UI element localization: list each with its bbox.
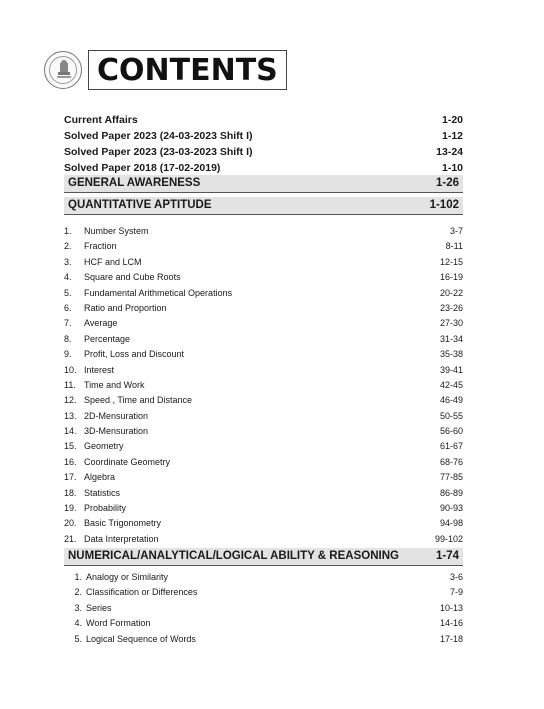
section-reasoning [64,548,463,647]
chapter-number: 10. [64,364,77,375]
chapter-title: Basic Trigonometry [84,518,162,529]
chapter-title: Classification or Differences [86,587,198,598]
chapter-row[interactable] [64,224,463,239]
section-title: NUMERICAL/ANALYTICAL/LOGICAL ABILITY & REASONING [68,550,399,562]
chapter-row[interactable] [64,486,463,501]
chapter-row[interactable] [64,239,463,254]
divider [64,192,463,193]
chapter-title: Data Interpretation [84,533,159,544]
chapter-pages: 17-18 [439,633,463,644]
chapter-number: 18. [64,487,77,498]
chapter-row[interactable] [64,455,463,470]
section-pages: 1-102 [429,199,459,211]
chapter-pages: 8-11 [445,241,463,252]
chapter-pages: 56-60 [439,426,463,437]
chapter-pages: 46-49 [439,395,463,406]
entry-pages: 1-12 [441,130,463,142]
chapter-row[interactable] [64,532,463,547]
chapter-row[interactable] [64,439,463,454]
chapter-title: 3D-Mensuration [84,426,149,437]
chapter-title: Average [84,318,118,329]
chapter-pages: 39-41 [439,364,463,375]
section-pages: 1-74 [435,550,459,562]
chapter-pages: 94-98 [439,518,463,529]
chapter-pages: 7-9 [449,587,463,598]
main-entry[interactable] [64,144,463,160]
chapter-row[interactable] [64,255,463,270]
section-quantitative-aptitude [64,197,463,547]
chapter-row[interactable] [64,393,463,408]
chapter-row[interactable] [64,585,463,600]
chapter-pages: 61-67 [439,441,463,452]
chapter-number: 15. [64,441,77,452]
chapter-row[interactable] [64,570,463,585]
chapter-row[interactable] [64,316,463,331]
chapter-title: Percentage [84,333,131,344]
chapter-title: Interest [84,364,115,375]
chapter-number: 7. [64,318,72,329]
chapter-number: 9. [64,349,72,360]
entry-title: Solved Paper 2018 (17-02-2019) [64,162,221,174]
chapter-number: 16. [64,456,77,467]
chapter-number: 13. [64,410,77,421]
chapter-title: Time and Work [84,379,145,390]
chapter-row[interactable] [64,409,463,424]
chapter-pages: 3-6 [449,572,463,582]
chapter-number: 1. [74,572,82,582]
chapter-pages: 12-15 [439,256,463,267]
chapter-number: 17. [64,472,77,483]
chapter-title: Probability [84,503,127,514]
chapter-title: Word Formation [86,618,151,629]
chapter-row[interactable] [64,516,463,531]
entry-title: Solved Paper 2023 (23-03-2023 Shift I) [64,146,253,158]
chapter-row[interactable] [64,470,463,485]
section-pages: 1-26 [435,177,459,189]
chapter-pages: 77-85 [439,472,463,483]
section-title: GENERAL AWARENESS [68,177,201,189]
chapter-number: 3. [74,602,82,613]
chapter-title: Square and Cube Roots [84,272,181,283]
chapter-number: 6. [64,302,72,313]
chapter-title: Number System [84,226,149,236]
main-entry[interactable] [64,112,463,128]
chapter-row[interactable] [64,332,463,347]
chapter-row[interactable] [64,501,463,516]
chapter-pages: 14-16 [439,618,463,629]
chapter-pages: 3-7 [449,226,463,236]
section-title: QUANTITATIVE APTITUDE [68,199,212,211]
chapter-pages: 20-22 [439,287,463,298]
main-entry[interactable] [64,160,463,176]
chapter-number: 20. [64,518,77,529]
chapter-pages: 50-55 [439,410,463,421]
chapter-number: 19. [64,503,77,514]
chapter-title: HCF and LCM [84,256,142,267]
chapter-row[interactable] [64,363,463,378]
page-title: CONTENTS [97,52,278,88]
chapter-pages: 42-45 [439,379,463,390]
main-entries [64,112,463,176]
entry-pages: 1-20 [441,114,463,126]
chapter-number: 4. [74,618,82,629]
chapter-row[interactable] [64,616,463,631]
chapter-title: Fraction [84,241,117,252]
chapter-pages: 27-30 [439,318,463,329]
chapter-row[interactable] [64,347,463,362]
section-heading[interactable] [64,548,463,565]
chapter-number: 4. [64,272,72,283]
contents-header [44,50,287,90]
chapter-number: 14. [64,426,77,437]
entry-pages: 13-24 [436,146,463,158]
chapter-row[interactable] [64,632,463,647]
chapter-number: 8. [64,333,72,344]
chapter-title: Coordinate Geometry [84,456,171,467]
chapter-title: Geometry [84,441,124,452]
chapter-pages: 31-34 [439,333,463,344]
chapter-number: 1. [64,226,72,236]
entry-pages: 1-10 [441,162,463,174]
section-heading[interactable] [64,197,463,214]
chapter-number: 2. [74,587,82,598]
chapter-title: 2D-Mensuration [84,410,149,421]
chapter-pages: 35-38 [439,349,463,360]
chapter-pages: 16-19 [439,272,463,283]
chapter-title: Statistics [84,487,121,498]
chapter-list [64,215,463,547]
chapter-row[interactable] [64,270,463,285]
chapter-pages: 23-26 [439,302,463,313]
section-heading[interactable] [64,175,463,192]
chapter-title: Algebra [84,472,116,483]
chapter-pages: 90-93 [439,503,463,514]
chapter-pages: 99-102 [434,533,463,544]
chapter-number: 5. [74,633,82,644]
chapter-pages: 68-76 [439,456,463,467]
chapter-list [64,566,463,647]
title-box [88,50,287,90]
chapter-title: Speed , Time and Distance [84,395,193,406]
chapter-number: 3. [64,256,72,267]
chapter-number: 2. [64,241,72,252]
chapter-number: 11. [64,379,76,390]
entry-title: Solved Paper 2023 (24-03-2023 Shift I) [64,130,253,142]
chapter-title: Profit, Loss and Discount [84,349,185,360]
chapter-row[interactable] [64,301,463,316]
chapter-number: 5. [64,287,72,298]
chapter-row[interactable] [64,378,463,393]
chapter-row[interactable] [64,601,463,616]
chapter-title: Fundamental Arithmetical Operations [84,287,233,298]
main-entry[interactable] [64,128,463,144]
chapter-title: Series [86,602,112,613]
emblem-icon [44,51,82,89]
chapter-number: 12. [64,395,77,406]
chapter-title: Analogy or Similarity [86,572,169,582]
chapter-pages: 86-89 [439,487,463,498]
entry-title: Current Affairs [64,114,138,126]
chapter-title: Ratio and Proportion [84,302,167,313]
chapter-pages: 10-13 [439,602,463,613]
chapter-row[interactable] [64,424,463,439]
section-general-awareness [64,175,463,193]
chapter-row[interactable] [64,286,463,301]
chapter-number: 21. [64,533,77,544]
chapter-title: Logical Sequence of Words [86,633,196,644]
